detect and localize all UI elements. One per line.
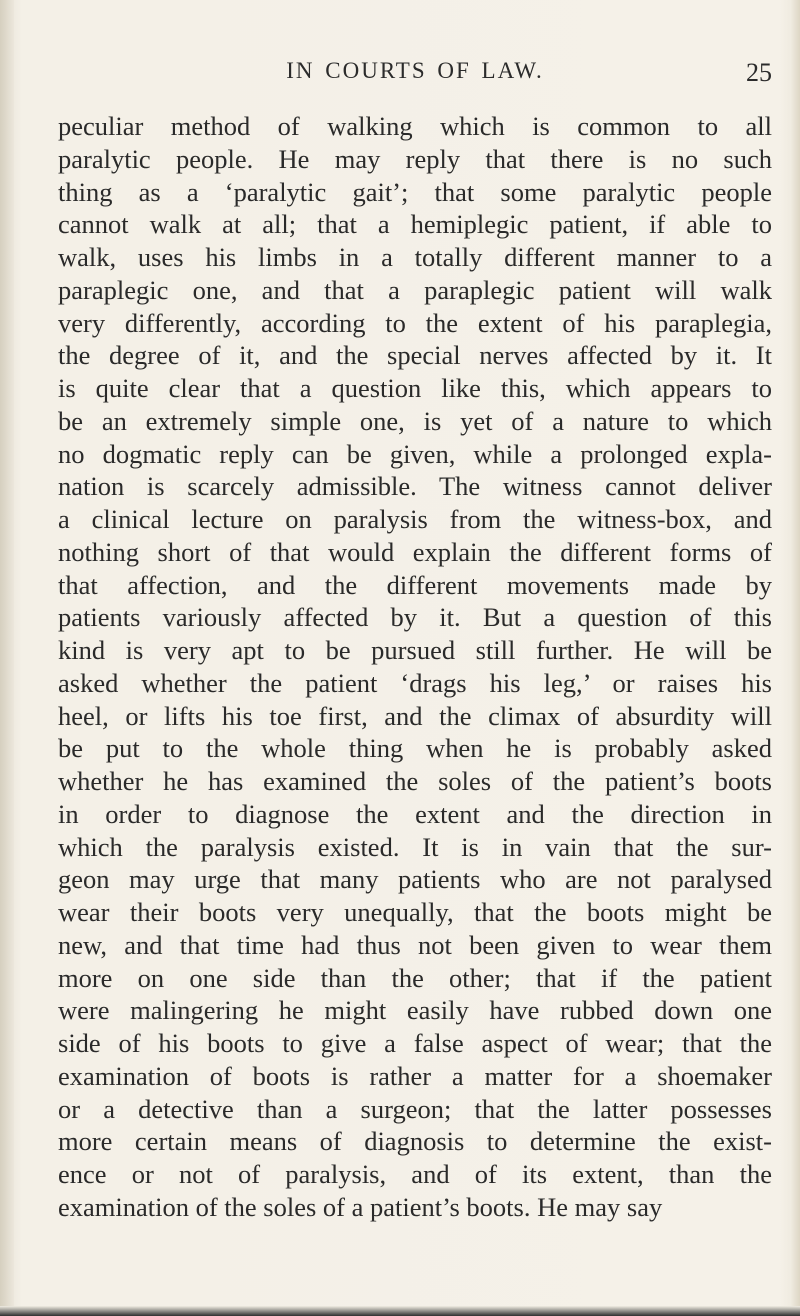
page-left-edge <box>0 0 14 1316</box>
text-line: cannot walk at all; that a hemiplegic patient, if able to <box>58 209 772 240</box>
text-line: were malingering he might easily have rubbed down one <box>58 995 772 1026</box>
text-line: whether he has examined the soles of the patient’s boots <box>58 766 772 796</box>
text-line: wear their boots very unequally, that the boots might be <box>58 897 772 927</box>
text-line: side of his boots to give a false aspect of wear; that the <box>58 1028 772 1058</box>
text-line: ence or not of paralysis, and of its extent, than the <box>58 1159 772 1189</box>
text-line: is quite clear that a question like this, which appears to <box>58 373 772 403</box>
text-line: examination of the soles of a patient’s boots. He may say <box>58 1191 663 1222</box>
page-bottom-edge <box>0 1306 800 1316</box>
text-line: paralytic people. He may reply that there is no such <box>58 143 772 174</box>
text-line: a clinical lecture on paralysis from the witness-box, and <box>58 504 772 534</box>
text-line: asked whether the patient ‘drags his leg,’ or raises his <box>58 667 772 698</box>
page-number: 25 <box>746 58 772 87</box>
text-line: very differently, according to the extent of his paraplegia, <box>58 307 772 338</box>
text-line: be an extremely simple one, is yet of a nature to which <box>58 405 772 436</box>
running-head-title: IN COURTS OF LAW. <box>286 58 544 83</box>
text-line: peculiar method of walking which is common to all <box>58 111 772 141</box>
text-line: that affection, and the different movements made by <box>58 569 772 600</box>
text-line: which the paralysis existed. It is in vain that the sur- <box>58 831 772 862</box>
text-line: be put to the whole thing when he is probably asked <box>58 733 772 764</box>
text-line: more certain means of diagnosis to determine the exist- <box>58 1126 772 1157</box>
text-line: more on one side than the other; that if the patient <box>58 962 772 993</box>
text-line: paraplegic one, and that a paraplegic patient will walk <box>58 274 772 305</box>
text-line: thing as a ‘paralytic gait’; that some paralytic people <box>58 176 772 207</box>
text-line: examination of boots is rather a matter for a shoemaker <box>58 1060 772 1091</box>
text-line: kind is very apt to be pursued still further. He will be <box>58 635 772 665</box>
text-line: nothing short of that would explain the different forms of <box>58 536 772 567</box>
text-line: no dogmatic reply can be given, while a prolonged expla- <box>58 438 772 469</box>
text-line: walk, uses his limbs in a totally different manner to a <box>58 242 772 272</box>
body-text <box>58 110 772 1224</box>
text-line: or a detective than a surgeon; that the latter possesses <box>58 1093 772 1124</box>
text-line: the degree of it, and the special nerves affected by it. It <box>58 340 772 371</box>
page-right-edge <box>790 0 800 1316</box>
text-line: in order to diagnose the extent and the direction in <box>58 798 772 829</box>
text-line: new, and that time had thus not been given to wear them <box>58 929 772 960</box>
running-head <box>58 58 772 98</box>
text-line: geon may urge that many patients who are not paralysed <box>58 864 772 895</box>
text-line: heel, or lifts his toe first, and the climax of absurdity will <box>58 700 772 731</box>
text-line: nation is scarcely admissible. The witness cannot deliver <box>58 471 772 502</box>
text-line: patients variously affected by it. But a question of this <box>58 602 772 633</box>
